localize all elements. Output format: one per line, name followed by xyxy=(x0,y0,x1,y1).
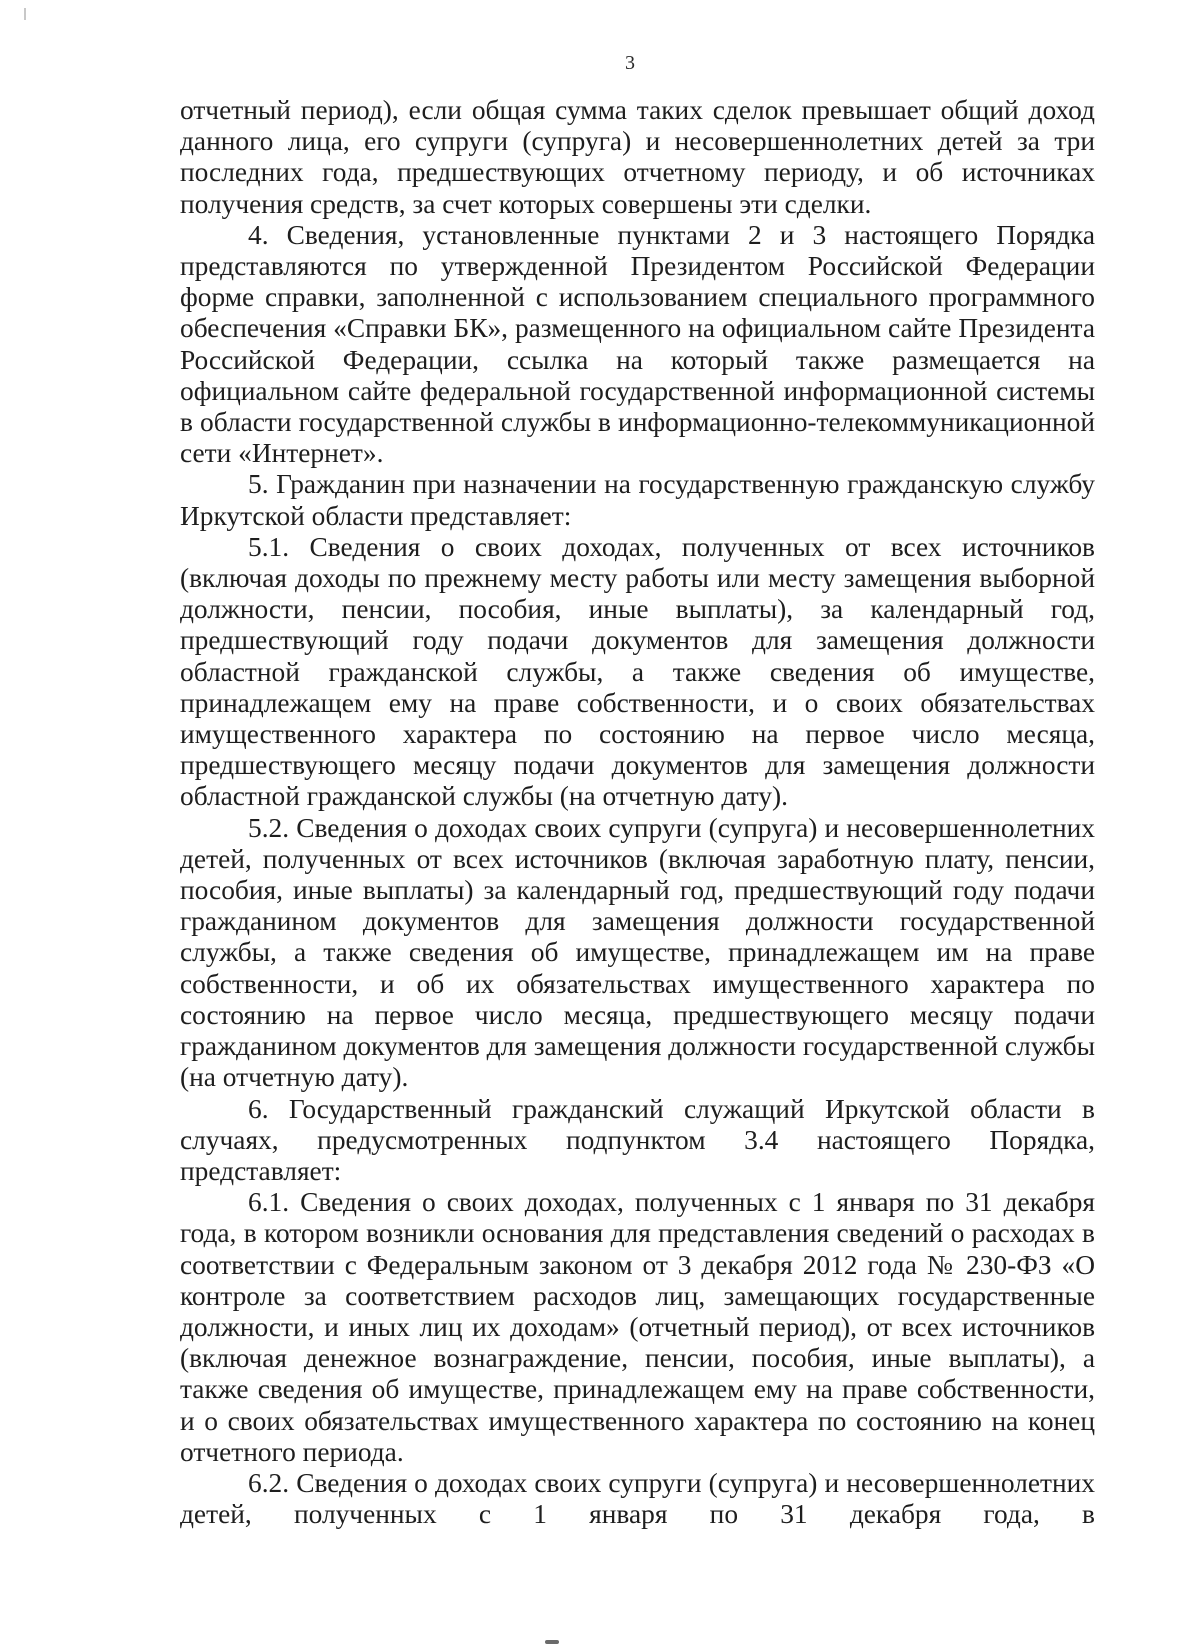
scan-artifact xyxy=(24,8,26,20)
paragraph-6-1: 6.1. Сведения о своих доходах, полученных с 1 января по 31 декабря года, в котором возникли основания для представления сведений о расходах в соответствии с Федеральным законом от 3 декабря 2012 года № 230-ФЗ «О контроле за соответствием расходов лиц, замещающих государственные должности, и иных лиц их доходам» (отчетный период), от всех источников (включая денежное вознаграждение, пенсии, пособия, иные выплаты), а также сведения об имуществе, принадлежащем ему на праве собственности, и о своих обязательствах имущественного характера по состоянию на конец отчетного периода. xyxy=(180,1187,1095,1467)
paragraph-5: 5. Гражданин при назначении на государственную гражданскую службу Иркутской области представляет: xyxy=(180,469,1095,531)
paragraph-6: 6. Государственный гражданский служащий Иркутской области в случаях, предусмотренных подпунктом 3.4 настоящего Порядка, представляет: xyxy=(180,1093,1095,1186)
scan-artifact-bottom xyxy=(545,1640,559,1644)
page-number: 3 xyxy=(625,52,635,74)
paragraph-5-2: 5.2. Сведения о доходах своих супруги (супруга) и несовершеннолетних детей, полученных от всех источников (включая заработную плату, пенсии, пособия, иные выплаты) за календарный год, предшествующий году подачи гражданином документов для замещения должности государственной службы, а также сведения об имуществе, принадлежащем им на праве собственности, и об их обязательствах имущественного характера по состоянию на первое число месяца, предшествующего месяцу подачи гражданином документов для замещения должности государственной службы (на отчетную дату). xyxy=(180,812,1095,1093)
document-body xyxy=(180,95,1095,1530)
paragraph-continuation: отчетный период), если общая сумма таких сделок превышает общий доход данного лица, его супруги (супруга) и несовершеннолетних детей за три последних года, предшествующих отчетному периоду, и об источниках получения средств, за счет которых совершены эти сделки. xyxy=(180,95,1095,219)
paragraph-6-2: 6.2. Сведения о доходах своих супруги (супруга) и несовершеннолетних детей, полученных с 1 января по 31 декабря года, в xyxy=(180,1467,1095,1530)
paragraph-5-1: 5.1. Сведения о своих доходах, полученных от всех источников (включая доходы по прежнему месту работы или месту замещения выборной должности, пенсии, пособия, иные выплаты), за календарный год, предшествующий году подачи документов для замещения должности областной гражданской службы, а также сведения об имуществе, принадлежащем ему на праве собственности, и о своих обязательствах имущественного характера по состоянию на первое число месяца, предшествующего месяцу подачи документов для замещения должности областной гражданской службы (на отчетную дату). xyxy=(180,531,1095,812)
paragraph-4: 4. Сведения, установленные пунктами 2 и 3 настоящего Порядка представляются по утвержденной Президентом Российской Федерации форме справки, заполненной с использованием специального программного обеспечения «Справки БК», размещенного на официальном сайте Президента Российской Федерации, ссылка на который также размещается на официальном сайте федеральной государственной информационной системы в области государственной службы в информационно-телекоммуникационной сети «Интернет». xyxy=(180,219,1095,469)
